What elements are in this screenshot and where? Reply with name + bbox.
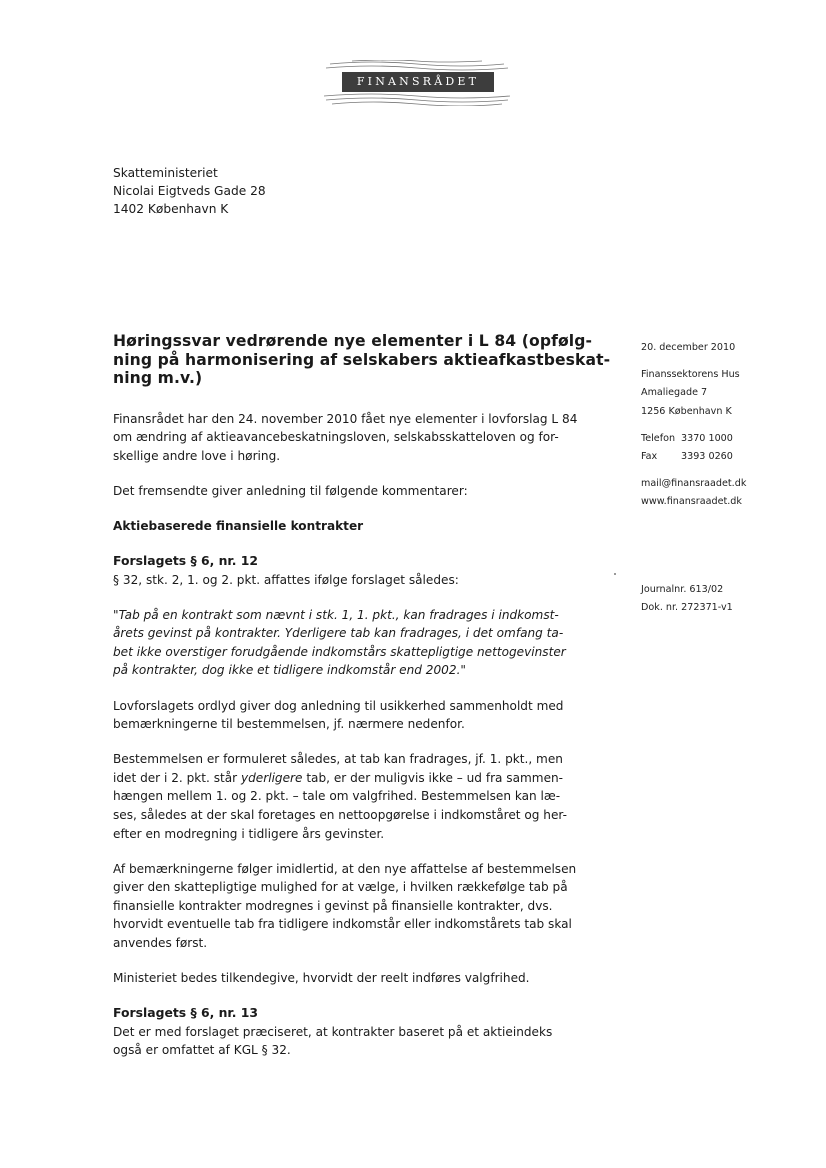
text-line: efter en modregning i tidligere års gevinster. <box>113 826 385 841</box>
subsection-6-13 <box>113 1004 603 1060</box>
text-line: bet ikke overstiger forudgående indkomstårs skattepligtige nettogevinster <box>113 644 566 659</box>
letter-body <box>113 332 611 1077</box>
emphasis-word: yderligere <box>240 770 303 785</box>
text-line: Af bemærkningerne følger imidlertid, at den nye affattelse af bestemmelsen <box>113 861 577 876</box>
section-heading-contracts: Aktiebaserede finansielle kontrakter <box>113 518 364 533</box>
journal-number: Journalnr. 613/02 <box>641 583 724 595</box>
recipient-name: Skatteministeriet <box>113 166 218 180</box>
text-line: hvorvidt eventuelle tab fra tidligere indkomstår eller indkomstårets tab skal <box>113 917 572 932</box>
title-line: ning m.v.) <box>113 369 203 387</box>
letter-date: 20. december 2010 <box>641 342 736 353</box>
intro-paragraph <box>113 410 603 466</box>
recipient-address <box>113 164 266 218</box>
text-fragment: tab, er der muligvis ikke – ud fra sammen- <box>302 770 564 785</box>
fax-row <box>641 448 746 466</box>
phone-number: 3370 1000 <box>681 432 733 444</box>
text-line: anvendes først. <box>113 936 208 951</box>
subsection-heading: Forslagets § 6, nr. 12 <box>113 552 259 568</box>
sender-sidebar <box>641 339 746 617</box>
fax-number: 3393 0260 <box>681 451 733 463</box>
text-line: årets gevinst på kontrakter. Yderligere tab kan fradrages, i det omfang ta- <box>113 626 564 641</box>
request-paragraph <box>113 969 603 988</box>
wording-paragraph <box>113 750 603 843</box>
title-line: Høringssvar vedrørende nye elementer i L 84 (opfølg- <box>113 332 593 350</box>
sender-city: 1256 København K <box>641 405 732 417</box>
logo-wordmark: FINANSRÅDET <box>342 72 494 92</box>
text-fragment: idet der i 2. pkt. står <box>113 770 241 785</box>
recipient-street: Nicolai Eigtveds Gade 28 <box>113 184 266 198</box>
website-link[interactable]: www.finansraadet.dk <box>641 496 742 508</box>
sender-street: Amaliegade 7 <box>641 387 708 399</box>
fax-label: Fax <box>641 451 658 463</box>
text-line: Det fremsendte giver anledning til følgende kommentarer: <box>113 483 468 498</box>
text-line: Bestemmelsen er formuleret således, at tab kan fradrages, jf. 1. pkt., men <box>113 752 563 767</box>
remarks-paragraph <box>113 860 603 953</box>
letter-title <box>113 332 611 388</box>
text-line <box>113 769 603 788</box>
phone-label: Telefon <box>641 432 676 444</box>
phone-row <box>641 430 746 448</box>
text-line: om ændring af aktieavancebeskatningsloven, selskabsskatteloven og for- <box>113 430 559 445</box>
text-line: Det er med forslaget præciseret, at kontrakter baseret på et aktieindeks <box>113 1024 553 1039</box>
text-line: bemærkningerne til bestemmelsen, jf. nærmere nedenfor. <box>113 717 465 732</box>
text-line: § 32, stk. 2, 1. og 2. pkt. affattes ifølge forslaget således: <box>113 572 459 587</box>
text-line: finansielle kontrakter modregnes i gevinst på finansielle kontrakter, dvs. <box>113 898 553 913</box>
email-link[interactable]: mail@finansraadet.dk <box>641 478 747 490</box>
subsection-6-12 <box>113 552 603 589</box>
scan-speck <box>614 573 616 575</box>
text-line: Lovforslagets ordlyd giver dog anledning til usikkerhed sammenholdt med <box>113 698 564 713</box>
document-number: Dok. nr. 272371-v1 <box>641 601 733 613</box>
text-line: Ministeriet bedes tilkendegive, hvorvidt der reelt indføres valgfrihed. <box>113 971 530 986</box>
text-line: ses, således at der skal foretages en nettoopgørelse i indkomståret og her- <box>113 808 567 822</box>
title-line: ning på harmonisering af selskabers aktieafkastbeskat- <box>113 350 611 369</box>
finansraadet-logo <box>322 60 512 106</box>
recipient-city: 1402 København K <box>113 202 229 216</box>
text-line: også er omfattet af KGL § 32. <box>113 1043 291 1058</box>
sender-org: Finanssektorens Hus <box>641 369 740 381</box>
text-line: Finansrådet har den 24. november 2010 fået nye elementer i lovforslag L 84 <box>113 411 578 426</box>
text-line: giver den skattepligtige mulighed for at vælge, i hvilken rækkefølge tab på <box>113 880 568 895</box>
uncertainty-paragraph <box>113 697 603 734</box>
text-line: skellige andre love i høring. <box>113 448 281 463</box>
subsection-heading: Forslagets § 6, nr. 13 <box>113 1005 259 1021</box>
text-line: "Tab på en kontrakt som nævnt i stk. 1, 1. pkt., kan fradrages i indkomst- <box>113 607 559 622</box>
text-line: hængen mellem 1. og 2. pkt. – tale om valgfrihed. Bestemmelsen kan læ- <box>113 789 561 804</box>
text-line: på kontrakter, dog ikke et tidligere indkomstår end 2002." <box>113 663 466 678</box>
occasion-paragraph <box>113 482 603 501</box>
quoted-provision <box>113 606 603 680</box>
